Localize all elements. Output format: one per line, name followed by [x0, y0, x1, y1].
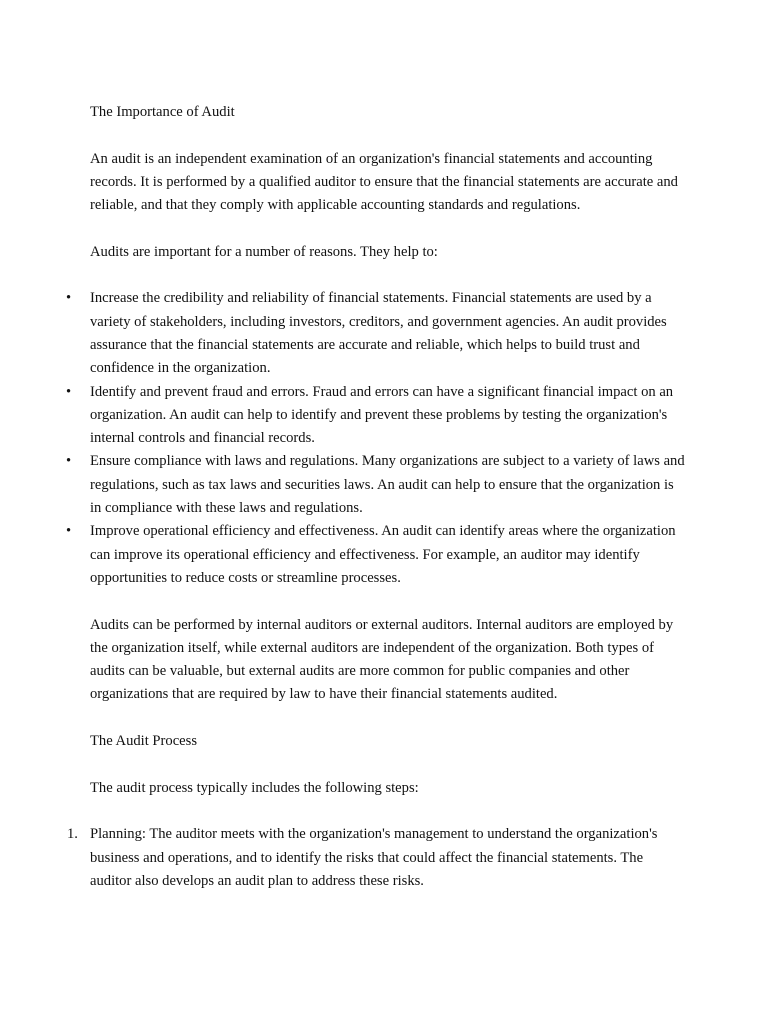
list-item — [66, 520, 688, 590]
list-item-text: Improve operational efficiency and effectiveness. An audit can identify areas where the organization can improve its operational efficiency and effectiveness. For example, an auditor may identify opportunities to reduce costs or streamline processes. — [90, 523, 676, 586]
intro-paragraph: An audit is an independent examination of an organization's financial statements and accounting records. It is performed by a qualified auditor to ensure that the financial statements are accurate and reliable, and that they comply with applicable accounting standards and regulations. — [90, 150, 678, 214]
list-item-text: Identify and prevent fraud and errors. Fraud and errors can have a significant financial impact on an organization. An audit can help to identify and prevent these problems by testing the organization's internal controls and financial records. — [90, 383, 674, 447]
bullet-marker: • — [66, 523, 72, 540]
document-body — [66, 101, 688, 916]
steps-list — [67, 823, 688, 893]
process-lead-paragraph: The audit process typically includes the following steps: — [90, 779, 419, 796]
list-item-text: Increase the credibility and reliability of financial statements. Financial statements are used by a variety of stakeholders, including investors, creditors, and government agencies. An audit provides assurance that the financial statements are accurate and reliable, which helps to build trust and confidence in the organization. — [90, 290, 667, 377]
document-title: The Importance of Audit — [90, 104, 235, 120]
list-item — [66, 381, 688, 451]
list-item-text: Planning: The auditor meets with the organization's management to understand the organization's business and operations, and to identify the risks that could affect the financial statements. The auditor also develops an audit plan to address these risks. — [90, 826, 658, 889]
list-item — [66, 450, 688, 520]
list-item — [66, 287, 688, 380]
auditors-paragraph: Audits can be performed by internal auditors or external auditors. Internal auditors are employed by the organization itself, while external auditors are independent of the organization. Both types of audits can be valuable, but external audits are more common for public companies and other organizations that are required by law to have their financial statements audited. — [90, 616, 674, 703]
reasons-lead-paragraph: Audits are important for a number of reasons. They help to: — [90, 243, 438, 260]
bullet-marker: • — [66, 383, 72, 400]
bullet-marker: • — [66, 453, 72, 470]
step-number: 1. — [67, 826, 78, 843]
reasons-list — [66, 287, 688, 590]
process-heading: The Audit Process — [90, 733, 198, 750]
list-item — [67, 823, 688, 893]
bullet-marker: • — [66, 290, 72, 307]
list-item-text: Ensure compliance with laws and regulations. Many organizations are subject to a variety of laws and regulations, such as tax laws and securities laws. An audit can help to ensure that the organization is in compliance with these laws and regulations. — [90, 453, 685, 517]
